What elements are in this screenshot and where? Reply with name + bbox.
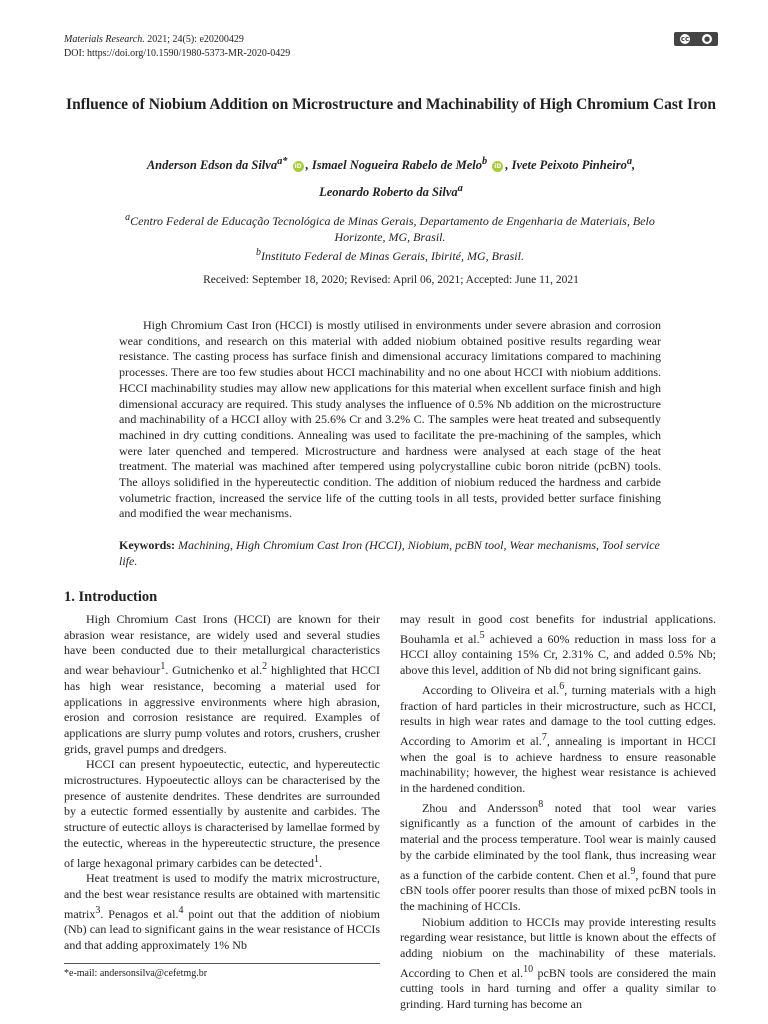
cc-license-icon[interactable]: cc ● [674, 32, 718, 46]
right-column [400, 612, 716, 1013]
affiliation-b: Instituto Federal de Minas Gerais, Ibirité, MG, Brasil. [261, 249, 524, 263]
orcid-icon[interactable]: iD [494, 162, 502, 170]
author-3: , Ivete Peixoto Pinheiro [505, 158, 627, 173]
author-list: Anderson Edson da Silva$^{a*}$ iD , Ismael Nogueira Rabelo de Melo$^b$ iD , Ivete Peixoto Pinheiro$^a$, Leonardo Roberto da Silva$^a$ [146, 156, 636, 200]
running-header [64, 33, 290, 61]
affiliations: $^a$Centro Federal de Educação Tecnológica de Minas Gerais, Departamento de Engenharia de Materiais, Belo Horizonte, MG, Brasil. $^b$Instituto Federal de Minas Gerais, Ibirité, MG, Brasil. [125, 212, 655, 263]
keywords-label: Keywords: [119, 538, 175, 552]
paragraph: High Chromium Cast Irons (HCCI) are known for their abrasion wear resistance, are widely used and several studies have been conducted due to their metallurgical characteristics and wear behaviour$^1$. Gutnichenko et al.$^2$ highlighted that HCCI has high wear resistance, becoming a material used for applications in aggressive environments where high abrasion, erosion and corrosion resistance are required. Examples of applications are slurry pump volutes and rotors, crushers, crusher grids, gravel pumps and dredgers. [64, 612, 381, 756]
paragraph: may result in good cost benefits for industrial applications. Bouhamla et al.$^5$ achieved a 60% reduction in mass loss for a HCCI alloy containing 15% Cr, 2.31% C, and added 0.5% Nb; above this level, addition of Nb did not bring significant gains. [400, 612, 716, 678]
left-column [64, 612, 380, 954]
author-4: Leonardo Roberto da Silva [319, 185, 458, 200]
keywords [119, 538, 661, 569]
author-1: Anderson Edson da Silva [146, 158, 278, 173]
paragraph: According to Oliveira et al.$^6$, turning materials with a high fraction of hard particles in their microstructure, such as HCCI, results in high wear rates and damage to the tool cutting edges. According to Amorim et al.$^7$, annealing is important in HCCI when the goal is to achieve hardness to ensure reasonable machinability; however, the highest wear resistance is achieved in the hardened condition. [400, 680, 716, 796]
paragraph: Niobium addition to HCCIs may provide interesting results regarding wear resistance, but little is known about the effects of adding niobium on the machinability of these materials. According to Chen et al.$^{10}$ pcBN tools are considered the main cutting tools in hard turning and offer a quality similar to grinding. Hard turning has become an [400, 914, 716, 1012]
footnote-email[interactable]: *e-mail: andersonsilva@cefetmg.br [64, 968, 208, 979]
paragraph: Heat treatment is used to modify the matrix microstructure, and the best wear resistance results are obtained with martensitic matrix$^3$. Penagos et al.$^4$ point out that the addition of niobium (Nb) can lead to significant gains in the wear resistance of HCCIs and that adding approximately 1% Nb [64, 871, 380, 953]
paper-title: Influence of Niobium Addition on Microstructure and Machinability of High Chromium Cast Iron [66, 96, 716, 113]
paragraph: Zhou and Andersson$^8$ noted that tool wear varies significantly as a function of the amount of carbides in the material and the process temperature. Tool wear is mainly caused by the carbide eliminated by the tool flank, thus increasing wear as a function of the carbide content. Chen et al.$^9$, found that pure cBN tools offer poorer results than those of mixed pcBN tools in the machining of HCCIs. [400, 798, 716, 913]
paragraph: HCCI can present hypoeutectic, eutectic, and hypereutectic microstructures. Hypoeutectic alloys can be characterised by the presence of austenite dendrites. These dendrites are surrounded by a eutectic formed essentially by austenite and carbides. The structure of eutectic alloys is characterised by lamellae formed by the eutectic, whereas in the hypereutectic structure, the presence of large hexagonal primary carbides can be detected$^1$. [64, 757, 380, 870]
orcid-icon[interactable]: iD [294, 162, 302, 170]
affiliation-a: Centro Federal de Educação Tecnológica de Minas Gerais, Departamento de Engenharia de Materiais, Belo Horizonte, MG, Brasil. [130, 214, 655, 244]
abstract: High Chromium Cast Iron (HCCI) is mostly utilised in environments under severe abrasion and corrosion wear conditions, and research on this material with added niobium obtained positive results regarding wear resistance. The casting process has surface finish and dimensional accuracy limitations compared to machining processes. There are too few studies about HCCI machinability and no one about HCCI with niobium additions. HCCI machinability studies may allow new applications for this material when excellent surface finish and high dimensional accuracy are required. This study analyses the influence of 0.5% Nb addition on the microstructure and machinability of a HCCI alloy with 25.6% Cr and 3.2% C. The samples were heat treated and subsequently machined in dry cutting conditions. Annealing was used to facilitate the pre-machining of the samples, which were later quenched and tempered. Microstructure and hardness were analysed at each stage of the heat treatment. The material was machined after tempered using polycrystalline cubic boron nitride (pcBN) tools. The alloys solidified in the hypereutectic condition. The addition of niobium reduced the hardness and carbide volumetric fraction, increased the service life of the cutting tools in all tests, provided better surface finishing and modified the wear mechanisms. [119, 318, 661, 521]
doi-link[interactable]: DOI: https://doi.org/10.1590/1980-5373-MR-2020-0429 [64, 48, 291, 59]
keywords-list: Machining, High Chromium Cast Iron (HCCI), Niobium, pcBN tool, Wear mechanisms, Tool service life. [119, 538, 660, 568]
footnote-divider [64, 963, 380, 964]
submission-dates: Received: September 18, 2020; Revised: April 06, 2021; Accepted: June 11, 2021 [203, 274, 579, 286]
author-2: , Ismael Nogueira Rabelo de Melo [305, 158, 482, 173]
section-heading-introduction: 1. Introduction [64, 589, 158, 605]
journal-name: Materials Research. [64, 34, 145, 45]
citation: 2021; 24(5): e20200429 [144, 34, 244, 45]
